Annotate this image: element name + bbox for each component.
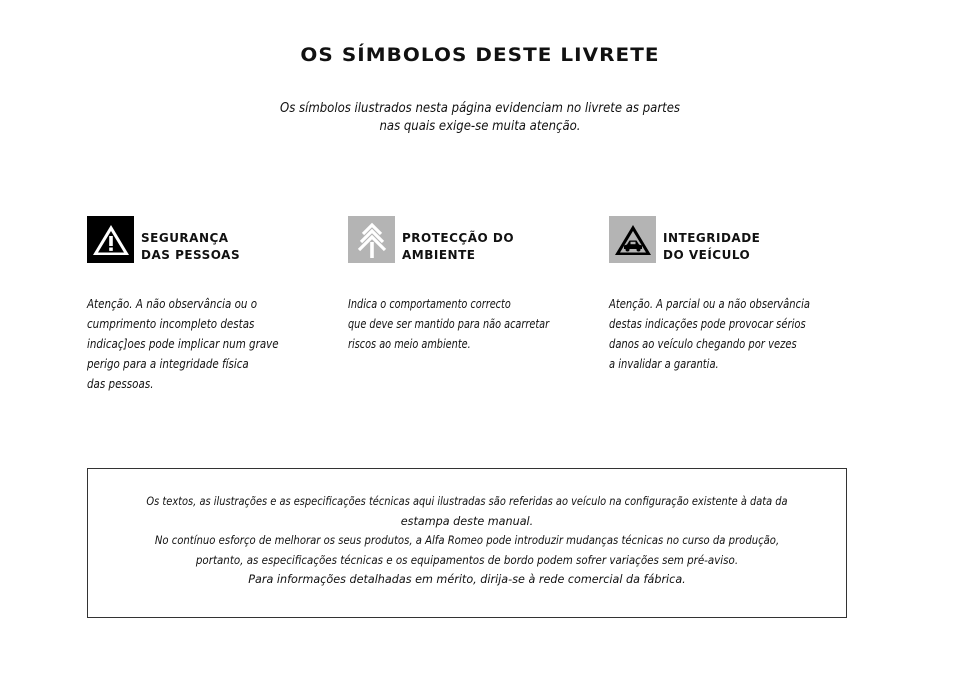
symbol-title [663, 230, 760, 264]
intro-line: nas quais exige-se muita atenção. [379, 119, 581, 134]
disclaimer-line: No contínuo esforço de melhorar os seus produtos, a Alfa Romeo pode introduzir mudanças técnicas no curso da produção, [154, 534, 780, 547]
symbol-block-safety [87, 216, 337, 394]
description-line: perigo para a integridade física [87, 357, 249, 371]
page-title: OS SÍMBOLOS DESTE LIVRETE [300, 44, 660, 66]
symbol-title [402, 230, 514, 264]
symbol-title-line: AMBIENTE [402, 248, 476, 262]
symbol-block-header [609, 216, 859, 264]
description-line: riscos ao meio ambiente. [348, 337, 471, 351]
description-line: cumprimento incompleto destas [87, 317, 255, 331]
description-line: indicaç]oes pode implicar num grave [87, 337, 279, 351]
symbol-description [87, 294, 302, 394]
symbol-block-header [87, 216, 337, 264]
symbol-title-line: SEGURANÇA [141, 231, 229, 245]
description-line: danos ao veículo chegando por vezes [609, 337, 797, 351]
description-line: Atenção. A não observância ou o [87, 297, 258, 311]
description-line: destas indicações pode provocar sérios [609, 317, 806, 331]
car-warning-icon [609, 216, 656, 263]
description-line: que deve ser mantido para não acarretar [348, 317, 550, 331]
disclaimer-line: Para informações detalhadas em mérito, dirija-se à rede comercial da fábrica. [248, 573, 686, 586]
symbol-block-vehicle [609, 216, 859, 374]
intro-line: Os símbolos ilustrados nesta página evidenciam no livrete as partes [279, 101, 681, 116]
symbol-title [141, 230, 240, 264]
warning-triangle-icon [87, 216, 134, 263]
disclaimer-line: Os textos, as ilustrações e as especificações técnicas aqui ilustradas são referidas ao veículo na configuração existente à data da [146, 495, 788, 508]
description-line: a invalidar a garantia. [609, 357, 719, 371]
description-line: das pessoas. [87, 377, 154, 391]
intro-text [0, 100, 960, 136]
symbol-block-header [348, 216, 598, 264]
symbol-description [609, 294, 817, 374]
symbol-description [348, 294, 551, 354]
description-line: Atenção. A parcial ou a não observância [609, 297, 810, 311]
symbol-title-line: DO VEÍCULO [663, 248, 751, 262]
disclaimer-line: estampa deste manual. [400, 514, 534, 528]
description-line: Indica o comportamento correcto [348, 297, 511, 311]
tree-icon [348, 216, 395, 263]
symbol-title-line: INTEGRIDADE [663, 231, 761, 245]
symbol-block-environment [348, 216, 598, 354]
disclaimer-box [87, 468, 847, 618]
symbol-title-line: DAS PESSOAS [141, 248, 241, 262]
disclaimer-line: portanto, as especificações técnicas e os equipamentos de bordo podem sofrer variações sem pré-aviso. [195, 553, 739, 567]
symbol-title-line: PROTECÇÃO DO [402, 231, 515, 245]
